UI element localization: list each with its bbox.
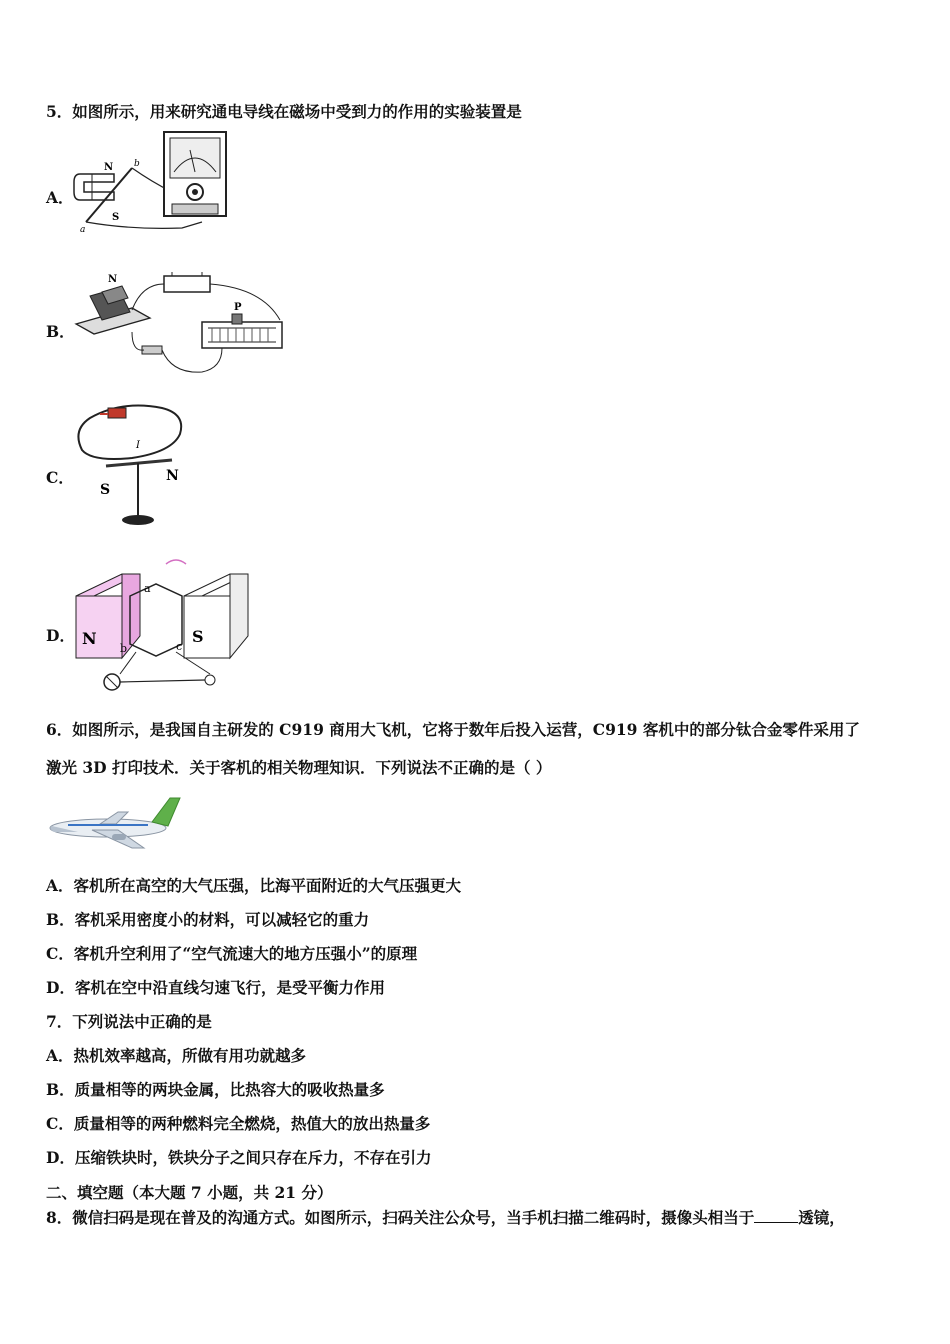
q5-option-a-label: A． (46, 188, 74, 207)
q8-stem (46, 1208, 845, 1228)
fig-b-label-n: N (108, 274, 118, 285)
fig-c-label-s: S (100, 482, 111, 498)
q7-option-c: C．质量相等的两种燃料完全燃烧，热值大的放出热量多 (46, 1114, 431, 1133)
motor-circuit-figure (72, 262, 292, 382)
fig-d-label-n: N (82, 629, 97, 648)
q8-answer-blank (754, 1208, 798, 1223)
q6-stem-line2: 激光 3D 打印技术．关于客机的相关物理知识．下列说法不正确的是（ ） (46, 758, 552, 777)
q7-option-d: D．压缩铁块时，铁块分子之间只存在斥力，不存在引力 (46, 1148, 432, 1167)
q7-option-b: B．质量相等的两块金属，比热容大的吸收热量多 (46, 1080, 385, 1099)
galvanometer-figure (72, 130, 232, 234)
q5-option-b-label: B． (46, 322, 75, 341)
electromagnetic-induction-figure (72, 556, 252, 696)
fig-b-label-p: P (234, 302, 242, 313)
fig-a-label-a: a (80, 225, 86, 234)
fig-a-label-b: b (134, 159, 140, 169)
q6-option-b: B．客机采用密度小的材料，可以减轻它的重力 (46, 910, 370, 929)
fig-c-label-n: N (166, 468, 179, 484)
q6-stem-line1: 6．如图所示，是我国自主研发的 C919 商用大飞机，它将于数年后投入运营，C919 客机中的部分钛合金零件采用了 (46, 720, 860, 739)
q7-option-a: A．热机效率越高，所做有用功就越多 (46, 1046, 307, 1065)
oersted-figure (72, 400, 192, 530)
q8-stem-after: 透镜， (798, 1208, 845, 1227)
q6-option-a: A．客机所在高空的大气压强，比海平面附近的大气压强更大 (46, 876, 462, 895)
c919-airplane-image (48, 792, 184, 852)
q5-option-c-label: C． (46, 468, 74, 487)
fig-d-label-c: c (176, 640, 183, 653)
q6-option-d: D．客机在空中沿直线匀速飞行，是受平衡力作用 (46, 978, 385, 997)
fig-d-label-a: a (144, 582, 151, 595)
q6-option-c: C．客机升空利用了“空气流速大的地方压强小”的原理 (46, 944, 418, 963)
section-fill-in-title: 二、填空题（本大题 7 小题，共 21 分） (46, 1183, 333, 1202)
q7-stem: 7．下列说法中正确的是 (46, 1012, 212, 1031)
fig-d-label-b: b (120, 642, 128, 655)
q8-stem-before: 8．微信扫码是现在普及的沟通方式。如图所示，扫码关注公众号，当手机扫描二维码时，摄像头相当于 (46, 1208, 755, 1227)
fig-a-label-n: N (104, 162, 114, 173)
fig-d-label-s: S (192, 627, 204, 646)
q5-option-d-label: D． (46, 626, 75, 645)
fig-c-label-i: I (136, 440, 140, 451)
fig-a-label-s: S (112, 212, 120, 223)
q5-stem: 5．如图所示，用来研究通电导线在磁场中受到力的作用的实验装置是 (46, 102, 522, 121)
